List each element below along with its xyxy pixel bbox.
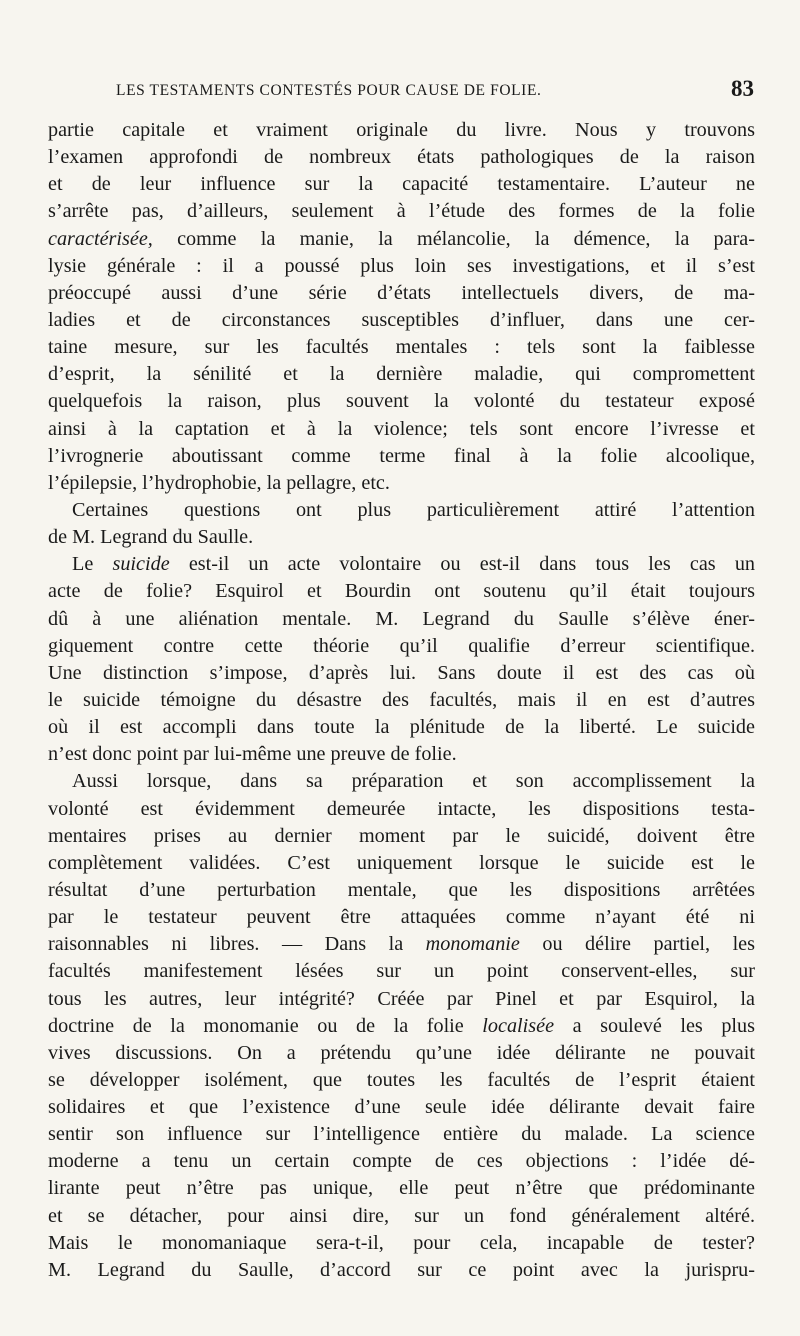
text-run: ou délire partiel, les <box>519 933 755 956</box>
text-line <box>48 1230 755 1257</box>
text-run: Mais le monomaniaque sera-t-il, pour cela, incapable de tester? <box>48 1231 755 1254</box>
text-line <box>48 416 755 443</box>
text-run: a soulevé les plus <box>554 1014 755 1037</box>
text-line <box>48 850 755 877</box>
text-line <box>48 334 755 361</box>
text-line <box>48 1121 755 1148</box>
text-line <box>48 144 755 171</box>
text-run: facultés manifestement lésées sur un point conservent-elles, sur <box>48 960 755 983</box>
text-run: l’examen approfondi de nombreux états pathologiques de la raison <box>48 146 755 169</box>
italic-term: monomanie <box>425 933 520 956</box>
text-line <box>48 1148 755 1175</box>
text-run: sentir son influence sur l’intelligence entière du malade. La science <box>48 1123 755 1146</box>
text-run: Le <box>72 553 113 576</box>
text-line <box>48 741 755 768</box>
text-run: de M. Legrand du Saulle. <box>48 526 254 549</box>
text-run: solidaires et que l’existence d’une seule idée délirante devait faire <box>48 1096 755 1119</box>
text-line <box>48 388 755 415</box>
text-line <box>48 578 755 605</box>
text-line <box>48 904 755 931</box>
text-line <box>48 253 755 280</box>
body-text <box>48 117 755 1284</box>
text-run: s’arrête pas, d’ailleurs, seulement à l’étude des formes de la folie <box>48 200 755 223</box>
text-line <box>48 1013 755 1040</box>
running-head <box>48 76 760 106</box>
italic-term: suicide <box>112 553 170 576</box>
text-run: se développer isolément, que toutes les facultés de l’esprit étaient <box>48 1068 755 1091</box>
text-line <box>48 443 755 470</box>
text-run: acte de folie? Esquirol et Bourdin ont soutenu qu’il était toujours <box>48 580 755 603</box>
text-run: et se détacher, pour ainsi dire, sur un fond généralement altéré. <box>48 1204 755 1227</box>
text-run: d’esprit, la sénilité et la dernière maladie, qui compromettent <box>48 363 755 386</box>
text-run: lysie générale : il a poussé plus loin ses investigations, et il s’est <box>48 254 755 277</box>
text-line <box>48 714 755 741</box>
text-line <box>48 117 755 144</box>
text-line <box>48 470 755 497</box>
page-number: 83 <box>731 76 754 101</box>
text-run: par le testateur peuvent être attaquées comme n’ayant été ni <box>48 906 755 929</box>
text-run: l’ivrognerie aboutissant comme terme final à la folie alcoolique, <box>48 444 755 467</box>
text-line <box>48 524 755 551</box>
text-line <box>48 361 755 388</box>
text-line <box>48 796 755 823</box>
text-run: n’est donc point par lui-même une preuve de folie. <box>48 743 457 766</box>
text-run: complètement validées. C’est uniquement lorsque le suicide est le <box>48 851 755 874</box>
text-line <box>48 768 755 795</box>
text-line <box>48 307 755 334</box>
text-line <box>48 823 755 850</box>
text-run: vives discussions. On a prétendu qu’une idée délirante ne pouvait <box>48 1041 755 1064</box>
running-title: LES TESTAMENTS CONTESTÉS POUR CAUSE DE FOLIE. <box>116 82 542 99</box>
text-run: doctrine de la monomanie ou de la folie <box>48 1014 483 1037</box>
text-run: préoccupé aussi d’une série d’états intellectuels divers, de ma- <box>48 281 755 304</box>
text-run: quelquefois la raison, plus souvent la volonté du testateur exposé <box>48 390 755 413</box>
text-run: résultat d’une perturbation mentale, que les dispositions arrêtées <box>48 878 755 901</box>
text-run: dû à une aliénation mentale. M. Legrand du Saulle s’élève éner- <box>48 607 755 630</box>
text-run: Certaines questions ont plus particulièrement attiré l’attention <box>72 498 755 521</box>
text-line <box>48 931 755 958</box>
text-run: M. Legrand du Saulle, d’accord sur ce point avec la jurispru- <box>48 1258 755 1281</box>
text-run: lirante peut n’être pas unique, elle peut n’être que prédominante <box>48 1177 755 1200</box>
text-run: raisonnables ni libres. — Dans la <box>48 933 426 956</box>
text-run: volonté est évidemment demeurée intacte, les dispositions testa- <box>48 797 755 820</box>
text-line <box>48 497 755 524</box>
text-line <box>48 1067 755 1094</box>
text-line <box>48 633 755 660</box>
text-run: ainsi à la captation et à la violence; tels sont encore l’ivresse et <box>48 417 755 440</box>
text-run: tous les autres, leur intégrité? Créée par Pinel et par Esquirol, la <box>48 987 755 1010</box>
text-run: taine mesure, sur les facultés mentales : tels sont la faiblesse <box>48 336 755 359</box>
text-run: l’épilepsie, l’hydrophobie, la pellagre, etc. <box>48 471 390 494</box>
text-run: Aussi lorsque, dans sa préparation et son accomplissement la <box>72 770 755 793</box>
italic-term: localisée <box>482 1014 555 1037</box>
text-line <box>48 171 755 198</box>
text-line <box>48 551 755 578</box>
text-line <box>48 1040 755 1067</box>
text-run: giquement contre cette théorie qu’il qualifie d’erreur scientifique. <box>48 634 755 657</box>
text-line <box>48 1175 755 1202</box>
text-run: est-il un acte volontaire ou est-il dans tous les cas un <box>169 553 755 576</box>
text-run: moderne a tenu un certain compte de ces objections : l’idée dé- <box>48 1150 755 1173</box>
text-run: partie capitale et vraiment originale du livre. Nous y trouvons <box>48 119 755 141</box>
text-run: ladies et de circonstances susceptibles d’influer, dans une cer- <box>48 308 755 331</box>
text-line <box>48 280 755 307</box>
italic-term: caractérisée, <box>48 227 153 250</box>
text-line <box>48 226 755 253</box>
text-line <box>48 1094 755 1121</box>
text-line <box>48 687 755 714</box>
text-line <box>48 198 755 225</box>
text-line <box>48 958 755 985</box>
text-line <box>48 1203 755 1230</box>
text-run: mentaires prises au dernier moment par le suicidé, doivent être <box>48 824 755 847</box>
text-run: et de leur influence sur la capacité testamentaire. L’auteur ne <box>48 173 755 196</box>
text-run: le suicide témoigne du désastre des facultés, mais il en est d’autres <box>48 688 755 711</box>
text-run: Une distinction s’impose, d’après lui. Sans doute il est des cas où <box>48 661 755 684</box>
text-line <box>48 606 755 633</box>
text-run: où il est accompli dans toute la plénitude de la liberté. Le suicide <box>48 716 755 739</box>
text-line <box>48 1257 755 1284</box>
text-line <box>48 660 755 687</box>
text-line <box>48 877 755 904</box>
text-line <box>48 986 755 1013</box>
text-run: comme la manie, la mélancolie, la démence, la para- <box>152 227 755 250</box>
